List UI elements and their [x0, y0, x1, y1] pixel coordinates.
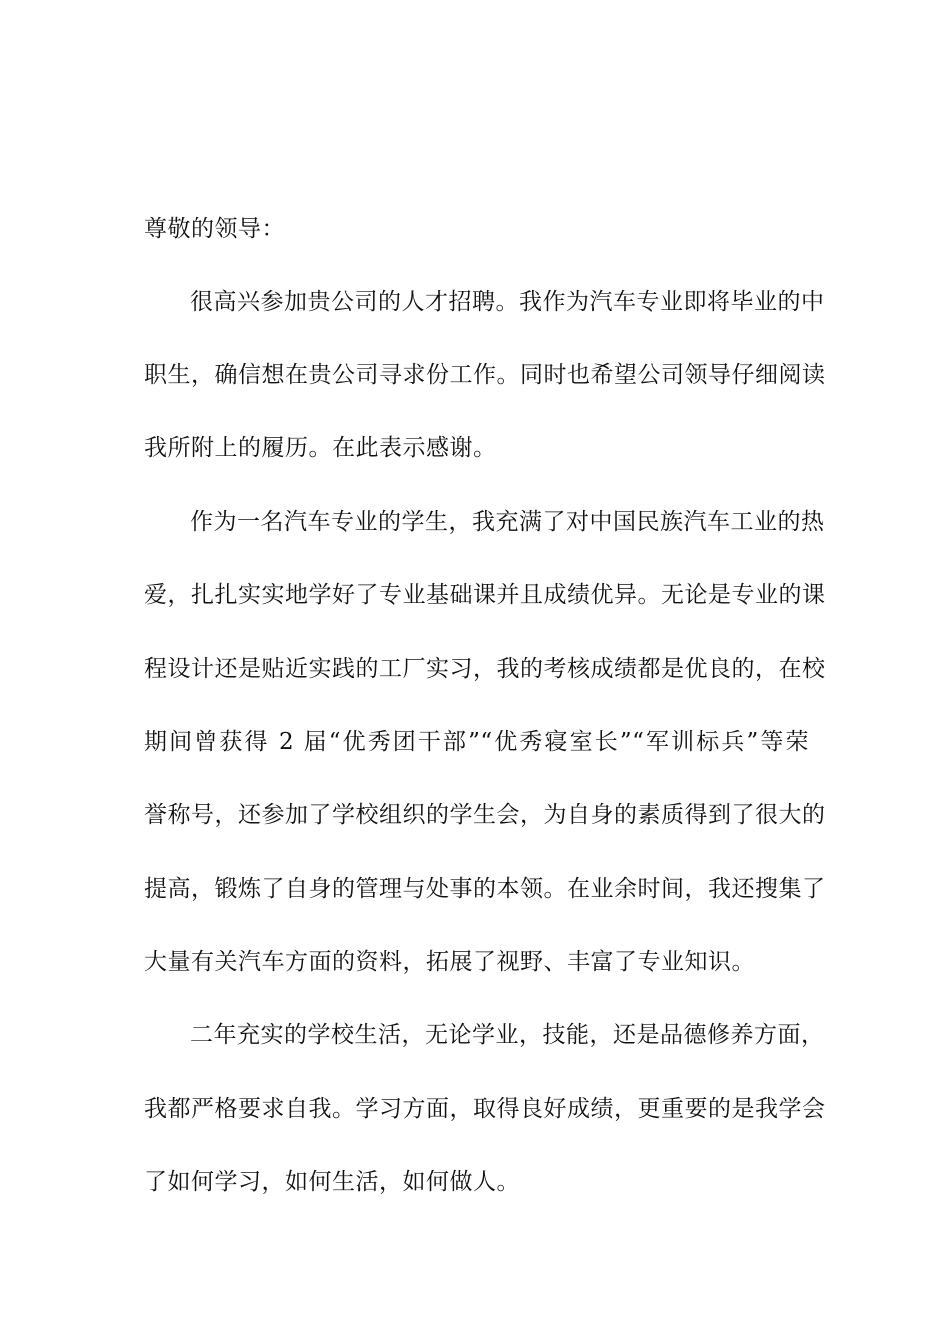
paragraph-2-line-2: 爱，扎扎实实地学好了专业基础课并且成绩优异。无论是专业的课 — [144, 582, 826, 608]
paragraph-3-line-2: 我都严格要求自我。学习方面，取得良好成绩，更重要的是我学会 — [144, 1096, 826, 1122]
paragraph-2-line-5: 誉称号，还参加了学校组织的学生会，为自身的素质得到了很大的 — [144, 802, 826, 828]
paragraph-3-line-1: 二年充实的学校生活，无论学业，技能，还是品德修养方面， — [190, 1022, 825, 1048]
paragraph-1-line-1: 很高兴参加贵公司的人才招聘。我作为汽车专业即将毕业的中 — [190, 289, 825, 315]
paragraph-2-line-4: 期间曾获得 2 届“优秀团干部”“优秀寝室长”“军训标兵”等荣 — [144, 729, 809, 755]
paragraph-2-line-1: 作为一名汽车专业的学生，我充满了对中国民族汽车工业的热 — [190, 509, 825, 535]
paragraph-1-line-3: 我所附上的履历。在此表示感谢。 — [144, 435, 497, 461]
paragraph-3-line-3: 了如何学习，如何生活，如何做人。 — [144, 1169, 520, 1195]
paragraph-2-line-3: 程设计还是贴近实践的工厂实习，我的考核成绩都是优良的，在校 — [144, 656, 826, 682]
salutation: 尊敬的领导： — [144, 216, 285, 242]
paragraph-2-line-7: 大量有关汽车方面的资料，拓展了视野、丰富了专业知识。 — [144, 949, 755, 975]
paragraph-2-line-6: 提高，锻炼了自身的管理与处事的本领。在业余时间，我还搜集了 — [144, 876, 826, 902]
paragraph-1-line-2: 职生，确信想在贵公司寻求份工作。同时也希望公司领导仔细阅读 — [144, 362, 826, 388]
